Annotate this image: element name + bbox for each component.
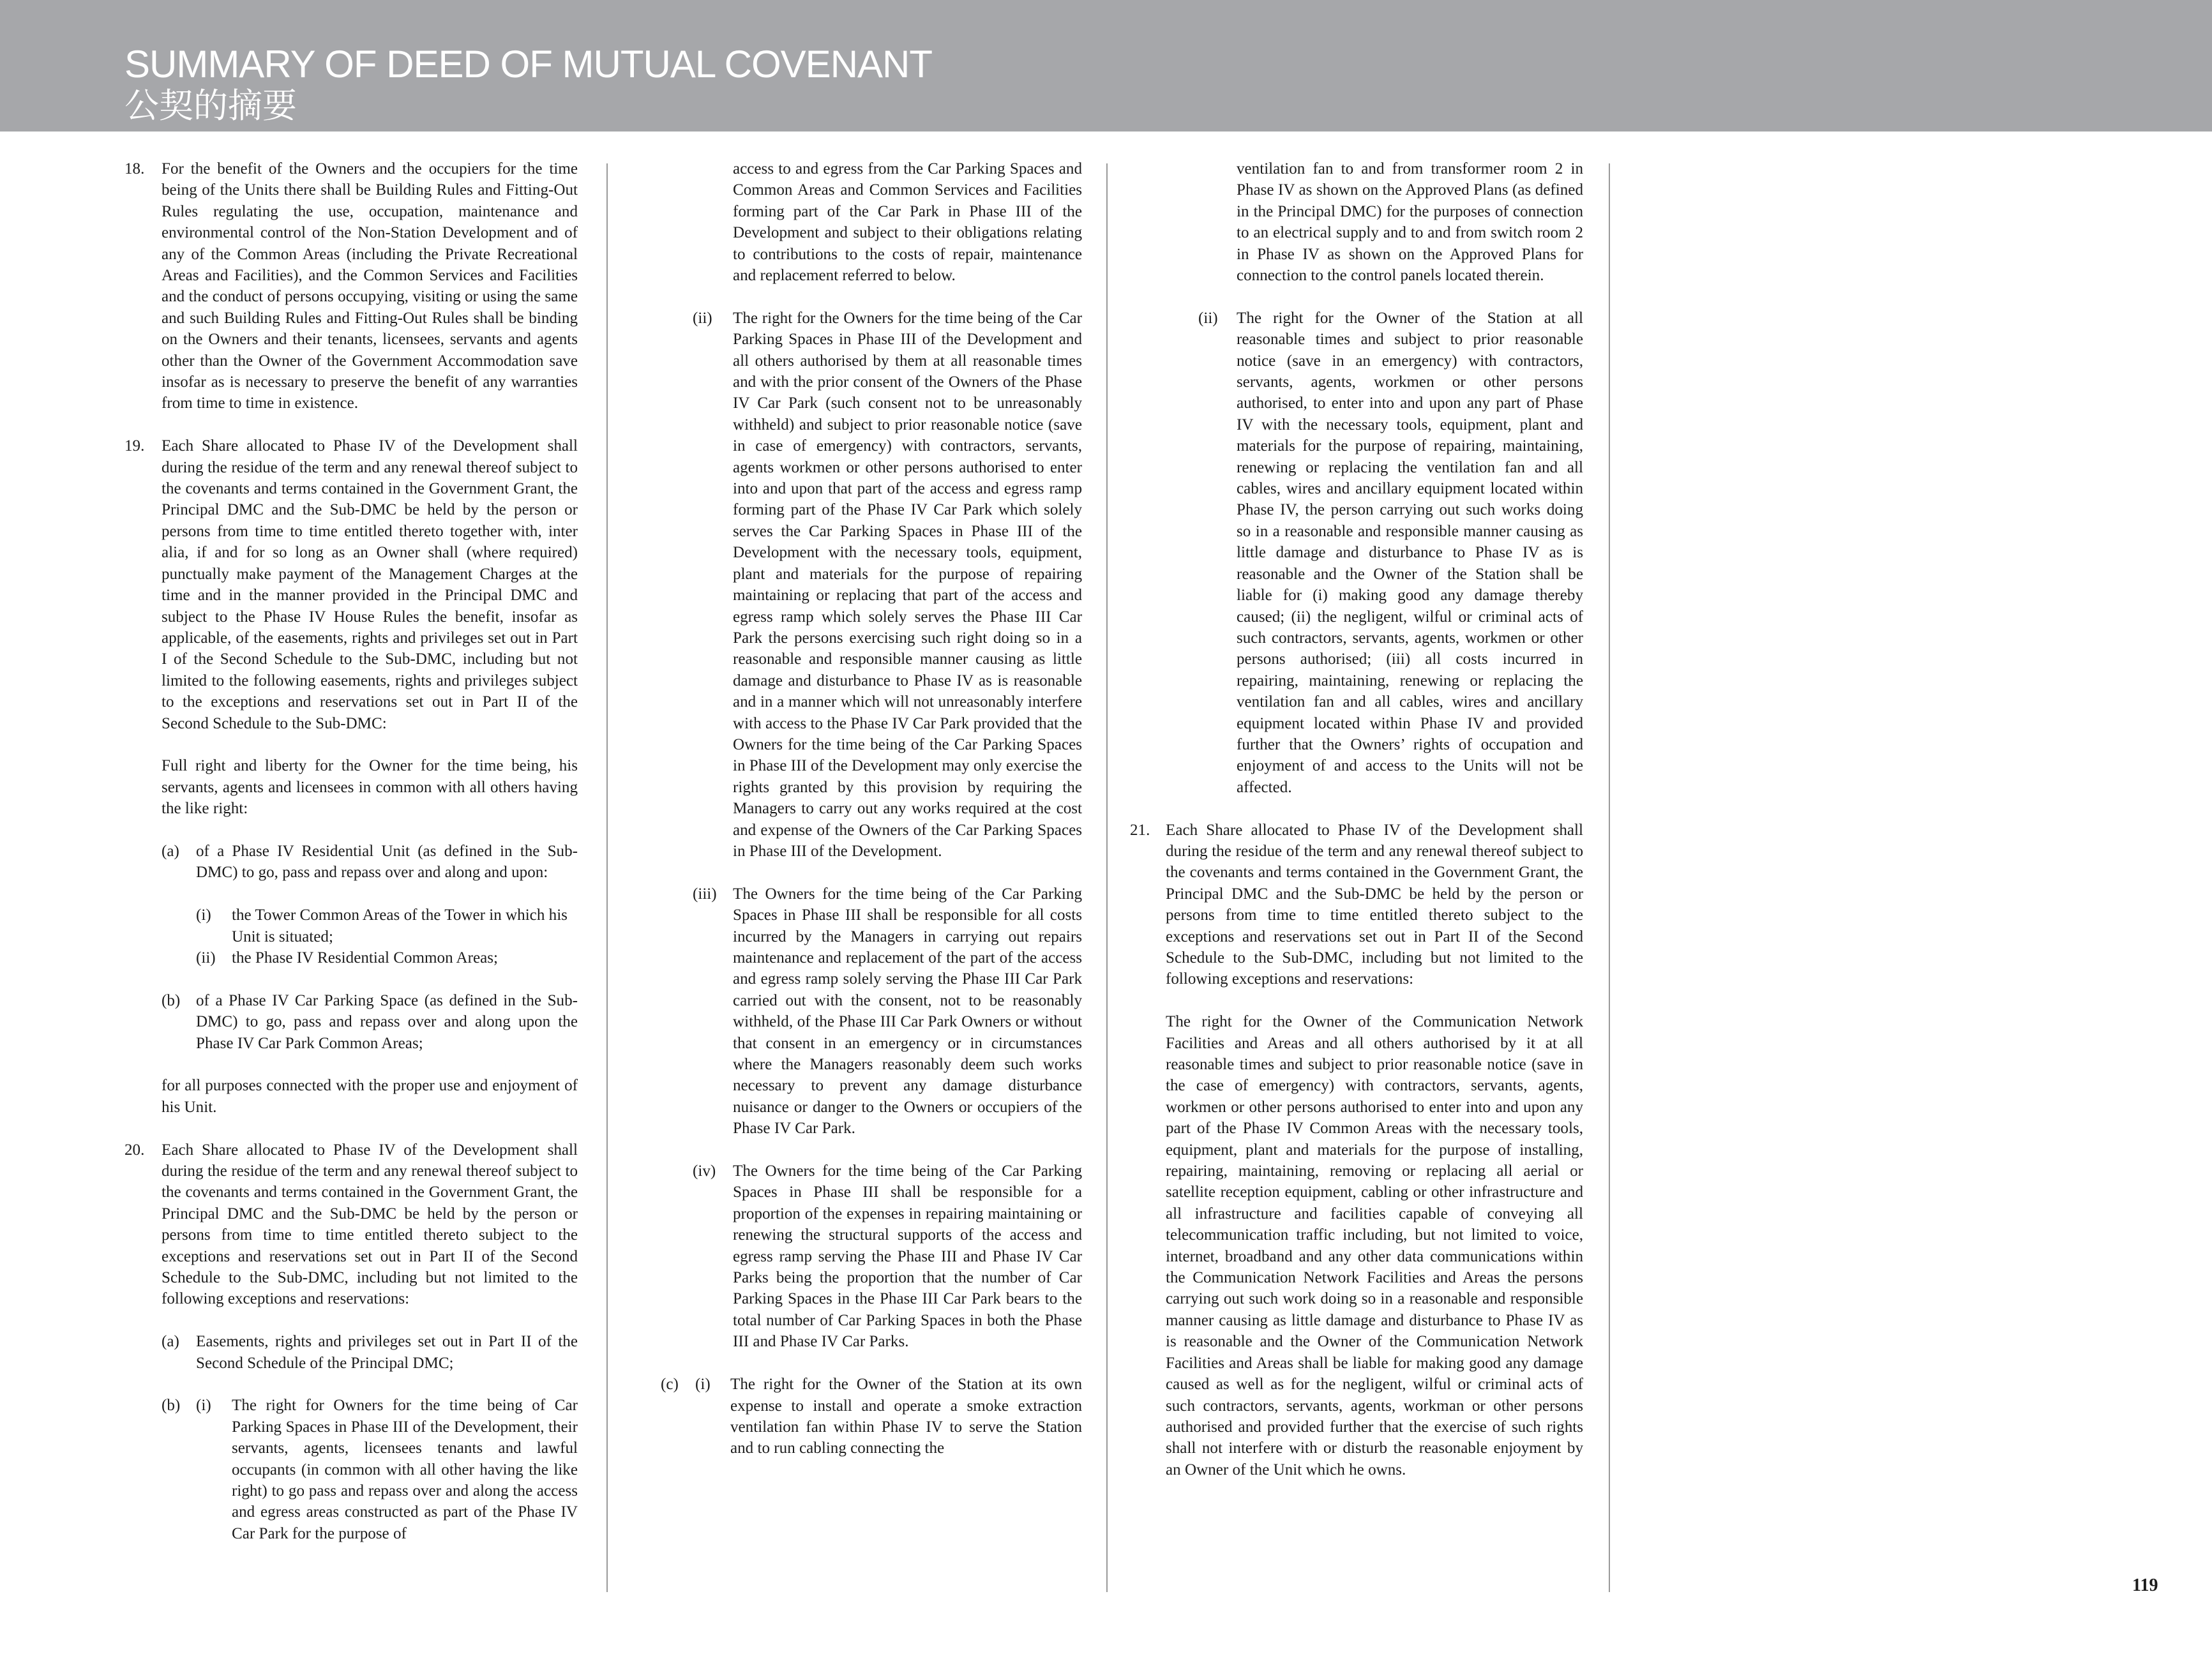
sub-item-i bbox=[196, 905, 578, 947]
item-label: (iv) bbox=[693, 1162, 716, 1180]
item-text: The right for the Owner of the Station at its own expense to install and operate a smoke extraction ventilation fan within Phase IV to serve the Station and to run cabling connecting the bbox=[730, 1376, 1082, 1457]
item-text: The Owners for the time being of the Car Parking Spaces in Phase III shall be responsible for a proportion of the expenses in repairing maintaining or renewing the structural supports of the access and egress ramp serving the Phase III and Phase IV Car Parks being the proportion that the number of Car Parking Spaces in the Phase III Car Park bears to the total number of Car Parking Spaces in both the Phase III and Phase IV Car Parks. bbox=[733, 1162, 1082, 1351]
item-label: (a) bbox=[162, 842, 179, 860]
page-header bbox=[0, 0, 2212, 132]
clause-18 bbox=[124, 158, 578, 414]
clause-number: 20. bbox=[124, 1141, 145, 1159]
sub-item-a bbox=[162, 1331, 578, 1374]
clause-paragraph: for all purposes connected with the proper use and enjoyment of his Unit. bbox=[162, 1077, 578, 1116]
clause-text: For the benefit of the Owners and the occupiers for the time being of the Units there shall be Building Rules and Fitting-Out Rules regulating the use, occupation, maintenance and environmental control of the Non-Station Development and of any of the Common Areas (including the Private Recreational Areas and Facilities), and the Common Services and Facilities and the conduct of persons occupying, visiting or using the same and such Building Rules and Fitting-Out Rules shall be binding on the Owners and their tenants, licensees, servants and agents other than the Owner of the Government Accommodation save insofar as is necessary to preserve the benefit of any warranties from time to time in existence. bbox=[162, 160, 578, 412]
page-title: SUMMARY OF DEED OF MUTUAL COVENANT bbox=[124, 43, 933, 86]
clause-paragraph: The right for the Owner of the Communication Network Facilities and Areas and all others authorised by it at all reasonable times and subject to prior reasonable notice (save in the case of emergency) with contractors, servants, agents, workmen or other persons authorised to enter into and upon any part of the Phase IV Common Areas with the necessary tools, equipment, plant and materials for the purpose of installing, repairing, maintaining, removing or replacing all aerial or satellite reception equipment, cabling or other infrastructure and all infrastructure and facilities capable of conveying all telecommunication traffic including, but not limited to voice, internet, broadband and any other data communications within the Communication Network Facilities and Areas the persons carrying out such work doing so in a reasonable and responsible manner causing as little damage and disturbance to Phase IV as is reasonable and the Owner of the Communication Network Facilities and Areas shall be liable for making good any damage caused as well as for the negligent, wilful or criminal acts of such contractors, servants, agents, workman or other persons authorised and provided further that the exercise of such rights shall not interfere with or disturb the reasonable enjoyment by an Owner of the Unit which he owns. bbox=[1166, 1013, 1583, 1478]
clause-number: 19. bbox=[124, 437, 145, 455]
clause-text: Each Share allocated to Phase IV of the Development shall during the residue of the term and any renewal thereof subject to the covenants and terms contained in the Government Grant, the Principal DMC and the Sub-DMC be held by the person or persons from time to time entitled thereto subject to the exceptions and reservations set out in Part II of the Second Schedule to the Sub-DMC, including but not limited to the following exceptions and reservations: bbox=[162, 1141, 578, 1308]
item-text: The right for the Owners for the time being of the Car Parking Spaces in Phase III of the Development and all others authorised by them at all reasonable times and with the prior consent of the Owners of the Phase IV Car Park (such consent not to be unreasonably withheld) and subject to prior reasonable notice (save in case of emergency) with contractors, servants, agents workmen or other persons authorised to enter into and upon that part of the access and egress ramp forming part of the Phase IV Car Park which solely serves the Car Parking Spaces in Phase III of the Development with the necessary tools, equipment, plant and materials for the purpose of repairing maintaining or replacing that part of the access and egress ramp which solely serves the Phase III Car Park the persons exercising such right doing so in a reasonable and responsible manner causing as little damage and disturbance to Phase IV as is reasonable and in a manner which will not unreasonably interfere with access to the Phase IV Car Park provided that the Owners for the time being of the Car Parking Spaces in Phase III of the Development may only exercise the rights granted by this provision by requiring the Managers to carry out any works required at the cost and expense of the Owners of the Car Parking Spaces in Phase III of the Development. bbox=[733, 309, 1083, 860]
item-text: Easements, rights and privileges set out in Part II of the Second Schedule of the Principal DMC; bbox=[196, 1333, 578, 1372]
page-title-chinese: 公契的摘要 bbox=[124, 86, 297, 126]
text-column-2 bbox=[661, 158, 1082, 1459]
item-label: (a) bbox=[162, 1333, 179, 1351]
item-text: of a Phase IV Residential Unit (as defined in the Sub-DMC) to go, pass and repass over and along and upon: bbox=[196, 842, 578, 882]
item-label: (i) bbox=[196, 1397, 211, 1415]
item-label: (ii) bbox=[693, 309, 712, 327]
item-text: The Owners for the time being of the Car Parking Spaces in Phase III shall be responsible for all costs incurred by the Managers in carrying out repairs maintenance and replacement of the part of the access and egress ramp solely serving the Phase III Car Park carried out with the consent, not to be reasonably withheld, of the Phase III Car Park Owners or without that consent in an emergency or in circumstances where the Managers reasonably deem such works necessary to prevent any damage disturbance nuisance or danger to the Owners or occupiers of the Phase IV Car Park. bbox=[733, 885, 1082, 1138]
column-rule bbox=[606, 163, 608, 1592]
item-label: (i) bbox=[196, 906, 211, 924]
column-rule bbox=[1106, 163, 1108, 1592]
item-label: (iii) bbox=[693, 885, 717, 903]
item-text: The right for the Owner of the Station at all reasonable times and subject to prior reasonable notice (save in an emergency) with contractors, servants, agents, workmen or other persons authorised, to enter into and upon any part of Phase IV with the necessary tools, equipment, plant and materials for the purpose of repairing, maintaining, renewing or replacing the ventilation fan and all cables, wires and ancillary equipment located within Phase IV, the person carrying out such works doing so in a reasonable and responsible manner causing as little damage and disturbance to Phase IV as is reasonable and the Owner of the Station shall be liable for (i) making good any damage thereby caused; (ii) the negligent, wilful or criminal acts of such contractors, servants, agents, workmen or other persons authorised; (iii) all costs incurred in repairing, maintaining, renewing or replacing the ventilation fan and all cables, wires and ancillary equipment located within Phase IV and provided further that the Owners’ rights of occupation and enjoyment of and access to the Units will not be affected. bbox=[1237, 309, 1583, 796]
item-label: (b) bbox=[162, 991, 181, 1009]
sub-item-iii bbox=[661, 883, 1082, 1139]
sub-item-iv bbox=[661, 1161, 1082, 1353]
clause-text: Each Share allocated to Phase IV of the Development shall during the residue of the term and any renewal thereof subject to the covenants and terms contained in the Government Grant, the Principal DMC and the Sub-DMC be held by the person or persons from time to time entitled thereto subject to the exceptions and reservations set out in Part II of the Second Schedule to the Sub-DMC, including but not limited to the following exceptions and reservations: bbox=[1166, 821, 1583, 988]
text-column-1 bbox=[124, 158, 578, 1544]
sub-item-c bbox=[661, 1374, 1082, 1459]
clause-21 bbox=[1130, 820, 1583, 1481]
continued-text: ventilation fan to and from transformer room 2 in Phase IV as shown on the Approved Plans (as defined in the Principal DMC) for the purposes of connection to an electrical supply and to and from switch room 2 in Phase IV as shown on the Approved Plans for connection to the control panels located therein. bbox=[1237, 160, 1583, 285]
page-number: 119 bbox=[2132, 1575, 2158, 1595]
item-label: (c) bbox=[661, 1376, 679, 1394]
item-label: (ii) bbox=[196, 949, 216, 966]
sub-item-ii bbox=[1136, 308, 1583, 798]
item-text: the Tower Common Areas of the Tower in which his Unit is situated; bbox=[232, 906, 568, 945]
column-rule bbox=[1609, 163, 1610, 1592]
clause-paragraph: Full right and liberty for the Owner for the time being, his servants, agents and licensees in common with all others having the like right: bbox=[162, 757, 578, 818]
continued-text: access to and egress from the Car Parking Spaces and Common Areas and Common Services and Facilities forming part of the Car Park in Phase III of the Development and subject to their obligations relating to contributions to the costs of repair, maintenance and replacement referred to below. bbox=[733, 160, 1082, 285]
item-text: the Phase IV Residential Common Areas; bbox=[232, 949, 499, 966]
clause-text: Each Share allocated to Phase IV of the Development shall during the residue of the term and any renewal thereof subject to the covenants and terms contained in the Government Grant, the Principal DMC and the Sub-DMC be held by the person or persons from time to time entitled thereto together with, inter alia, if and for so long as an Owner shall (where required) punctually make payment of the Management Charges at the time and in the manner provided in the Principal DMC and subject to the Phase IV House Rules the benefit, insofar as applicable, of the easements, rights and privileges set out in Part I of the Second Schedule to the Sub-DMC, including but not limited to the following easements, rights and privileges subject to the exceptions and reservations set out in Part II of the Second Schedule to the Sub-DMC: bbox=[162, 437, 578, 732]
sub-item-ii bbox=[196, 947, 578, 968]
clause-number: 18. bbox=[124, 160, 145, 177]
item-text: of a Phase IV Car Parking Space (as defined in the Sub-DMC) to go, pass and repass over and along upon the Phase IV Car Park Common Areas; bbox=[196, 991, 578, 1052]
sub-item-i bbox=[196, 1395, 578, 1544]
sub-item-b bbox=[162, 1395, 578, 1544]
item-label: (i) bbox=[695, 1376, 711, 1394]
item-label: (b) bbox=[162, 1397, 181, 1415]
clause-20 bbox=[124, 1139, 578, 1545]
clause-number: 21. bbox=[1130, 821, 1150, 839]
text-column-3 bbox=[1130, 158, 1583, 1480]
sub-item-a bbox=[162, 841, 578, 968]
item-label: (ii) bbox=[1198, 309, 1218, 327]
sub-item-ii bbox=[661, 308, 1082, 862]
item-text: The right for Owners for the time being of Car Parking Spaces in Phase III of the Development, their servants, agents, licensees tenants and lawful occupants (in common with all other having the like right) to go pass and repass over and along the access and egress areas constructed as part of the Phase IV Car Park for the purpose of bbox=[232, 1397, 578, 1542]
clause-19 bbox=[124, 435, 578, 1118]
sub-item-b bbox=[162, 990, 578, 1054]
